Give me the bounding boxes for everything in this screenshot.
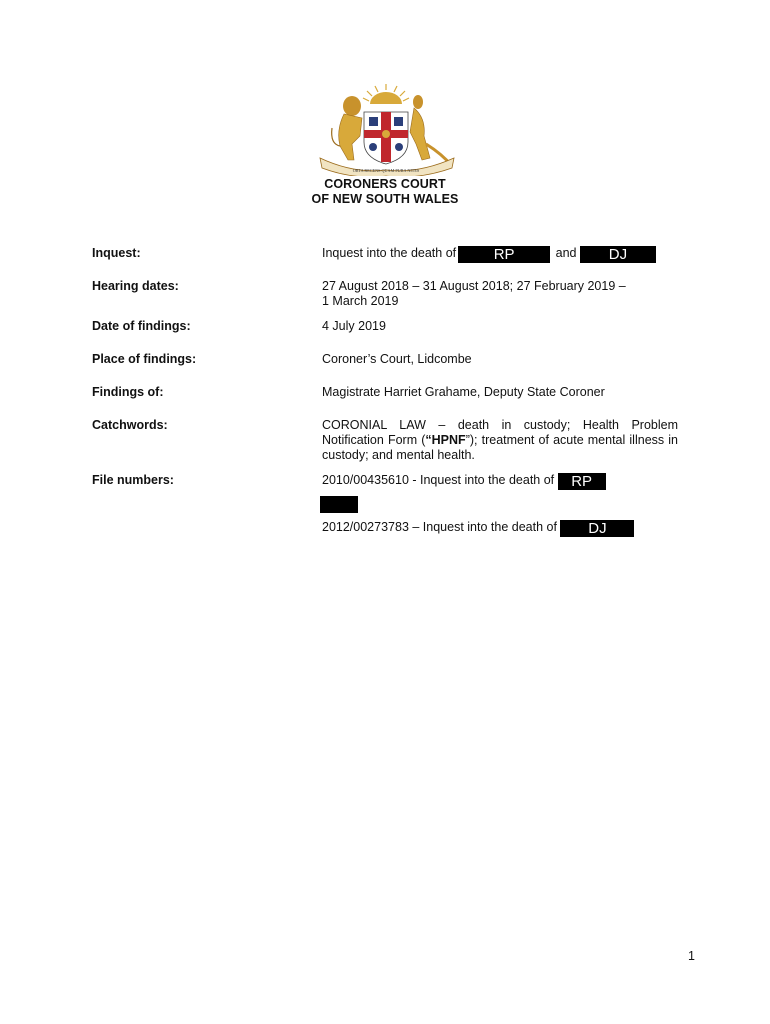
lion-supporter-icon — [332, 96, 362, 160]
place-of-findings-label: Place of findings: — [92, 352, 197, 366]
file-number-1 — [322, 473, 678, 490]
file-numbers-label: File numbers: — [92, 473, 174, 487]
catchwords-text-start: CORONIAL LAW – death in custody; Health Problem Notification Form ( — [322, 418, 678, 447]
place-of-findings-value: Coroner’s Court, Lidcombe — [322, 352, 472, 366]
catchwords-value — [322, 418, 678, 463]
redacted-name-dj-file: DJ — [560, 520, 634, 537]
redacted-name-rp: RP — [458, 246, 550, 263]
svg-text:ORTA RECENS QUAM PURA NITES: ORTA RECENS QUAM PURA NITES — [352, 168, 420, 173]
catchwords-hpnf: “HPNF — [425, 433, 466, 447]
date-of-findings-label: Date of findings: — [92, 319, 191, 333]
page-number: 1 — [688, 949, 695, 963]
kangaroo-supporter-icon — [410, 95, 452, 166]
catchwords-text-end: ”); treatment of acute mental illness in custody; and mental health. — [322, 433, 678, 462]
hearing-dates-label: Hearing dates: — [92, 279, 179, 293]
nsw-coat-of-arms-icon — [314, 84, 458, 176]
inquest-value — [322, 246, 678, 263]
catchwords-label: Catchwords: — [92, 418, 168, 432]
inquest-label: Inquest: — [92, 246, 141, 260]
findings-of-label: Findings of: — [92, 385, 164, 399]
hearing-dates-line2: 1 March 2019 — [322, 294, 399, 308]
hearing-dates-value — [322, 279, 678, 309]
inquest-conjunction: and — [555, 246, 577, 260]
redacted-name-dj: DJ — [580, 246, 656, 263]
court-name-line2: OF NEW SOUTH WALES — [311, 192, 459, 206]
file-number-2-text: 2012/00273783 – Inquest into the death of — [322, 520, 557, 534]
file-number-2 — [322, 520, 678, 537]
rising-sun-icon — [363, 84, 409, 104]
file-number-1-text: 2010/00435610 - Inquest into the death of — [322, 473, 555, 487]
findings-of-value: Magistrate Harriet Grahame, Deputy State Coroner — [322, 385, 605, 399]
hearing-dates-line1: 27 August 2018 – 31 August 2018; 27 February 2019 – — [322, 279, 626, 293]
inquest-text: Inquest into the death of — [322, 246, 457, 260]
shield-icon — [364, 112, 408, 164]
redaction-block — [320, 496, 358, 513]
court-name-line1: CORONERS COURT — [324, 177, 446, 191]
redacted-name-rp-file: RP — [558, 473, 606, 490]
date-of-findings-value: 4 July 2019 — [322, 319, 386, 333]
